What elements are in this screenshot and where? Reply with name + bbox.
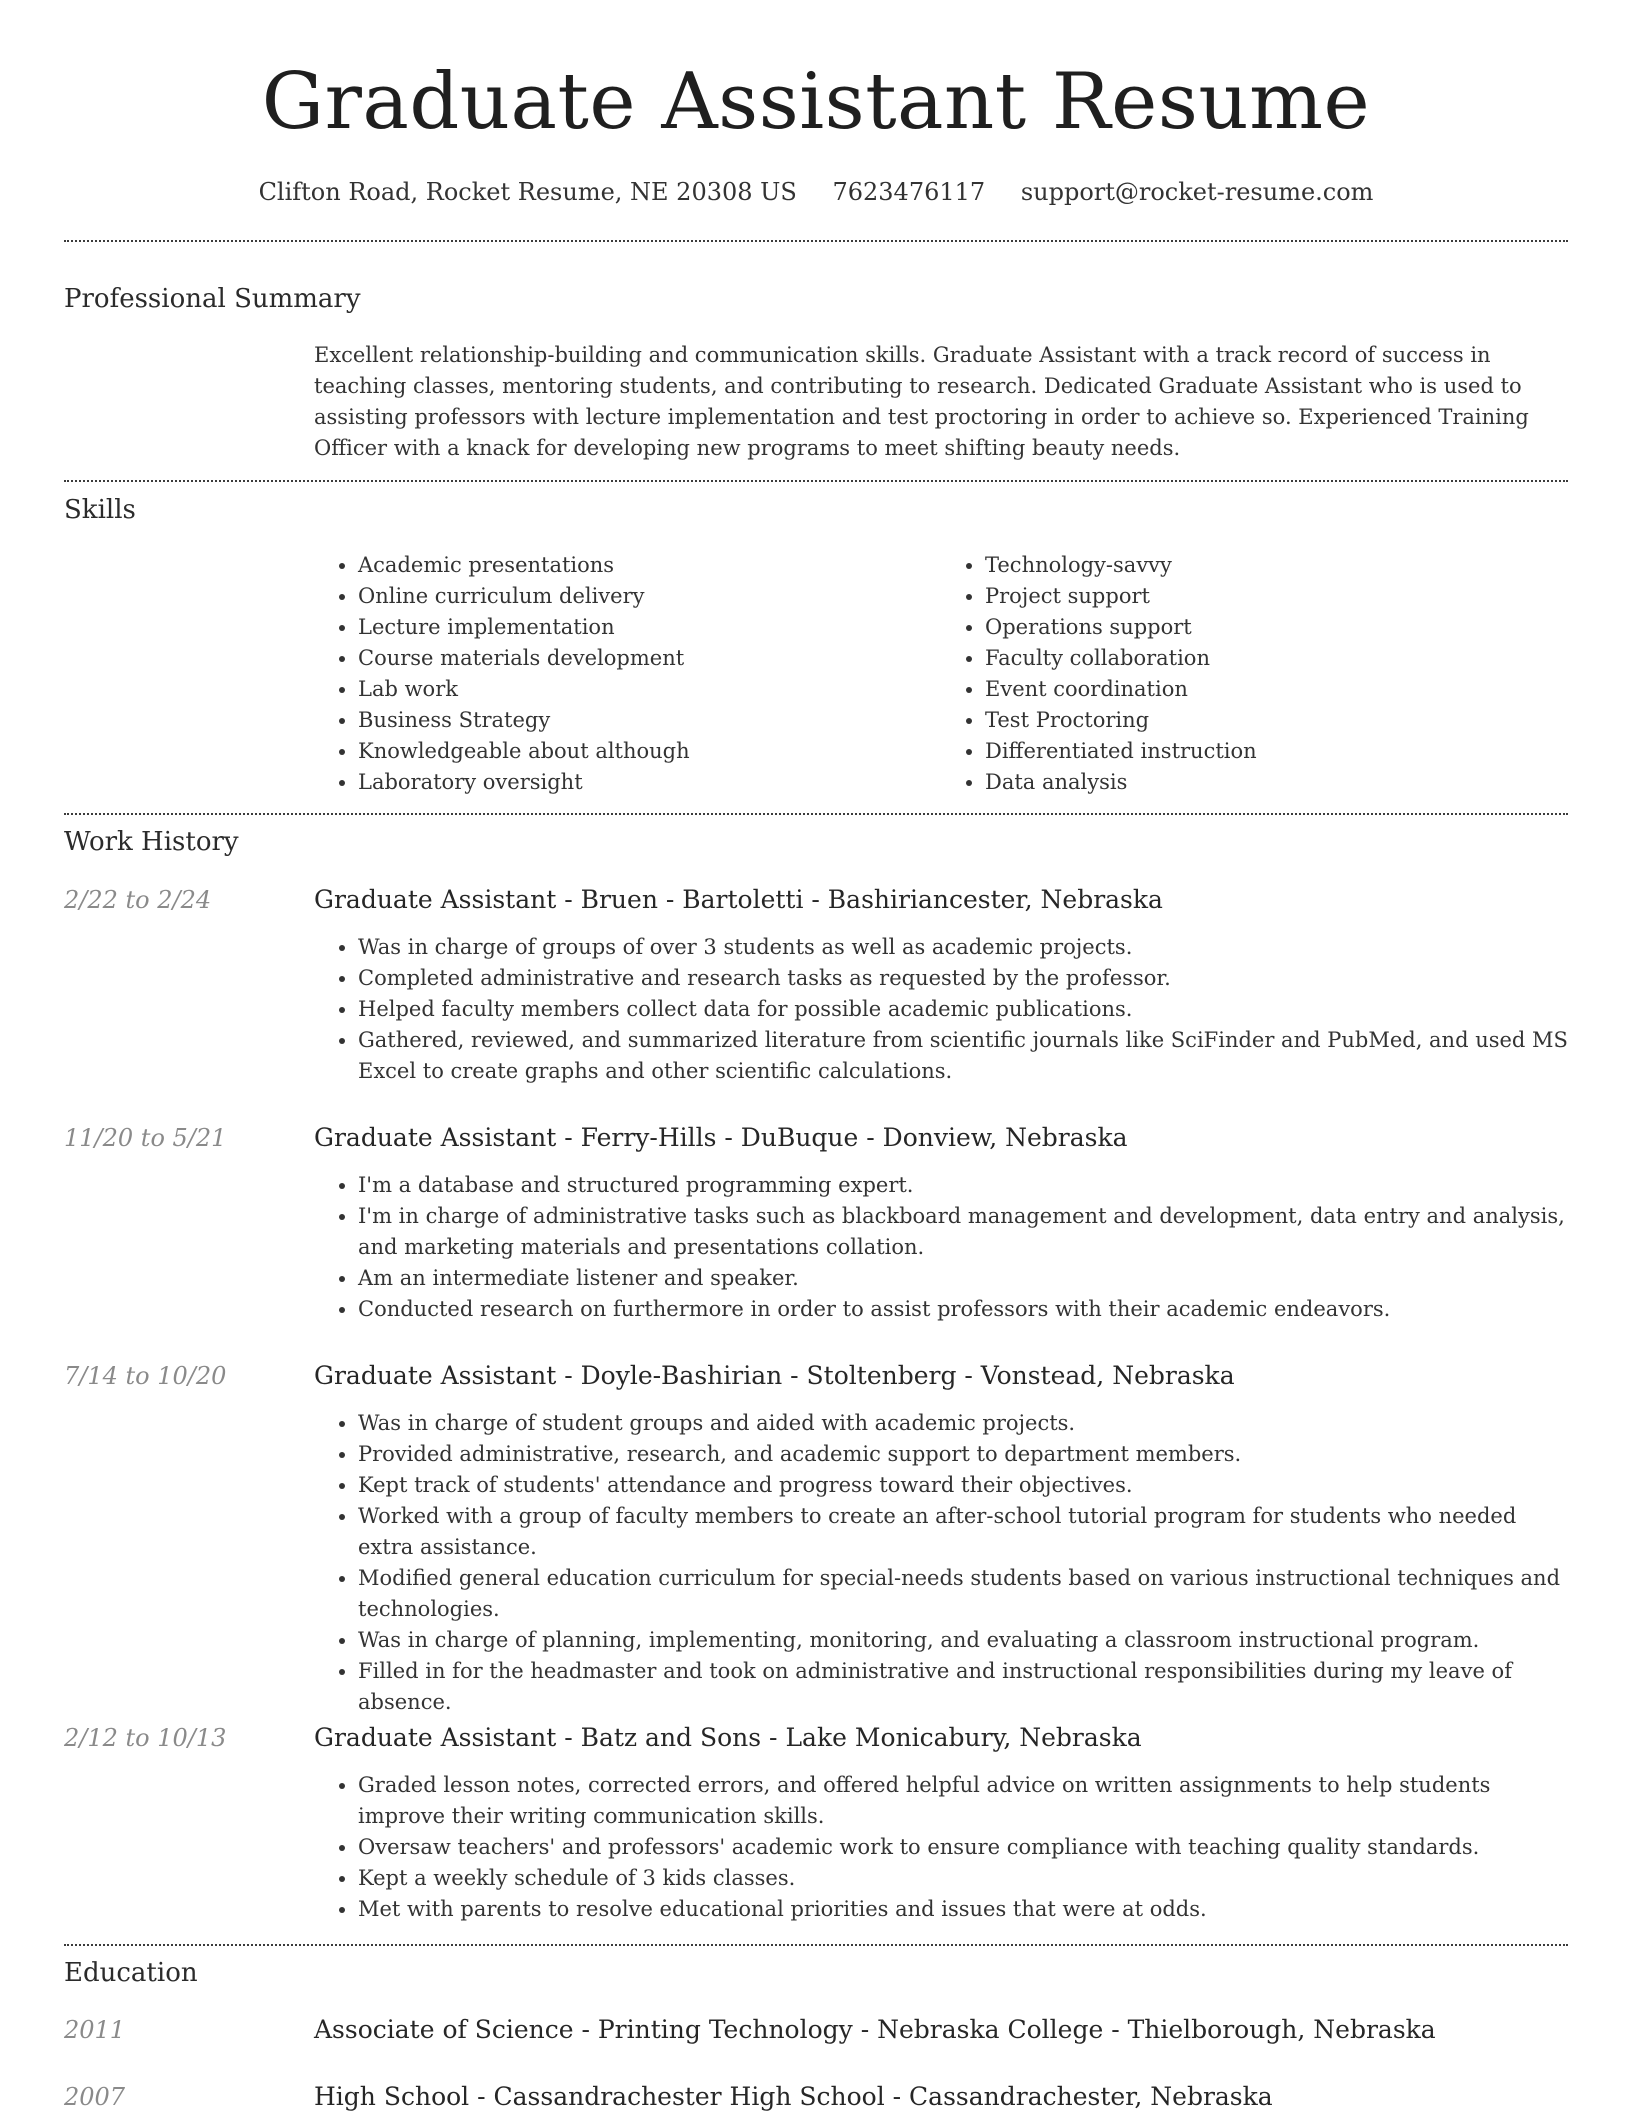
contact-phone: 7623476117 xyxy=(832,178,986,206)
job-date: 2/12 to 10/13 xyxy=(64,1724,227,1752)
summary-heading: Professional Summary xyxy=(64,284,361,314)
job-bullets xyxy=(314,932,1568,1087)
contact-line xyxy=(0,176,1632,208)
skills-list-left xyxy=(314,550,941,798)
skills-section xyxy=(314,550,1568,798)
skills-heading: Skills xyxy=(64,495,136,525)
work-history-heading: Work History xyxy=(64,827,239,857)
section-divider xyxy=(64,1944,1568,1946)
job-bullet: • Kept a weekly schedule of 3 kids classes. xyxy=(358,1863,1568,1894)
job-bullets xyxy=(314,1770,1568,1925)
education-title: Associate of Science - Printing Technology - Nebraska College - Thielborough, Nebraska xyxy=(314,2015,1436,2044)
skill-item: • Lecture implementation xyxy=(358,612,941,643)
job-bullet: • Met with parents to resolve educational priorities and issues that were at odds. xyxy=(358,1894,1568,1925)
section-divider xyxy=(64,813,1568,815)
section-divider xyxy=(64,480,1568,482)
skill-item: • Differentiated instruction xyxy=(985,736,1568,767)
job-title: Graduate Assistant - Bruen - Bartoletti - Bashiriancester, Nebraska xyxy=(314,885,1163,914)
summary-section xyxy=(314,340,1568,464)
section-divider xyxy=(64,240,1568,242)
skill-item: • Operations support xyxy=(985,612,1568,643)
skill-item: • Course materials development xyxy=(358,643,941,674)
skill-item: • Technology-savvy xyxy=(985,550,1568,581)
skill-item: • Laboratory oversight xyxy=(358,767,941,798)
skill-item: • Business Strategy xyxy=(358,705,941,736)
job-title: Graduate Assistant - Batz and Sons - Lake Monicabury, Nebraska xyxy=(314,1723,1142,1752)
skill-item: • Test Proctoring xyxy=(985,705,1568,736)
job-title: Graduate Assistant - Ferry-Hills - DuBuque - Donview, Nebraska xyxy=(314,1123,1128,1152)
summary-text: Excellent relationship-building and communication skills. Graduate Assistant with a track record of success in teaching classes, mentoring students, and contributing to research. Dedicated Graduate Assistant who is used to assisting professors with lecture implementation and test proctoring in order to achieve so. Experienced Training Officer with a knack for developing new programs to meet shifting beauty needs. xyxy=(314,343,1529,460)
education-heading: Education xyxy=(64,1958,198,1988)
education-title: High School - Cassandrachester High School - Cassandrachester, Nebraska xyxy=(314,2082,1273,2111)
job-title: Graduate Assistant - Doyle-Bashirian - Stoltenberg - Vonstead, Nebraska xyxy=(314,1361,1235,1390)
job-bullet: • Modified general education curriculum for special-needs students based on various instructional techniques and technologies. xyxy=(358,1563,1568,1625)
skill-item: • Data analysis xyxy=(985,767,1568,798)
job-bullet: • Oversaw teachers' and professors' academic work to ensure compliance with teaching quality standards. xyxy=(358,1832,1568,1863)
job-bullet: • Am an intermediate listener and speaker. xyxy=(358,1263,1568,1294)
skills-list-right xyxy=(941,550,1568,798)
job-bullet: • Conducted research on furthermore in order to assist professors with their academic endeavors. xyxy=(358,1294,1568,1325)
skill-item: • Project support xyxy=(985,581,1568,612)
job-bullet: • Graded lesson notes, corrected errors, and offered helpful advice on written assignments to help students improve their writing communication skills. xyxy=(358,1770,1568,1832)
job-bullet: • I'm a database and structured programming expert. xyxy=(358,1170,1568,1201)
skill-item: • Academic presentations xyxy=(358,550,941,581)
job-bullet: • Was in charge of groups of over 3 students as well as academic projects. xyxy=(358,932,1568,963)
skill-item: • Knowledgeable about although xyxy=(358,736,941,767)
job-date: 2/22 to 2/24 xyxy=(64,886,212,914)
education-year: 2011 xyxy=(64,2016,126,2044)
contact-email: support@rocket-resume.com xyxy=(1020,178,1374,206)
skill-item: • Lab work xyxy=(358,674,941,705)
job-bullet: • Gathered, reviewed, and summarized literature from scientific journals like SciFinder and PubMed, and used MS Excel to create graphs and other scientific calculations. xyxy=(358,1025,1568,1087)
job-bullet: • Worked with a group of faculty members to create an after-school tutorial program for students who needed extra assistance. xyxy=(358,1501,1568,1563)
job-bullet: • Was in charge of student groups and aided with academic projects. xyxy=(358,1408,1568,1439)
job-bullet: • Was in charge of planning, implementing, monitoring, and evaluating a classroom instructional program. xyxy=(358,1625,1568,1656)
job-bullets xyxy=(314,1408,1568,1718)
contact-address: Clifton Road, Rocket Resume, NE 20308 US xyxy=(258,178,797,206)
education-year: 2007 xyxy=(64,2083,126,2111)
job-bullet: • Completed administrative and research tasks as requested by the professor. xyxy=(358,963,1568,994)
job-bullets xyxy=(314,1170,1568,1325)
job-bullet: • Filled in for the headmaster and took on administrative and instructional responsibilities during my leave of absence. xyxy=(358,1656,1568,1718)
skill-item: • Online curriculum delivery xyxy=(358,581,941,612)
job-bullet: • I'm in charge of administrative tasks such as blackboard management and development, data entry and analysis, and marketing materials and presentations collation. xyxy=(358,1201,1568,1263)
page-title: Graduate Assistant Resume xyxy=(261,57,1371,147)
job-bullet: • Kept track of students' attendance and progress toward their objectives. xyxy=(358,1470,1568,1501)
skill-item: • Event coordination xyxy=(985,674,1568,705)
job-date: 7/14 to 10/20 xyxy=(64,1362,227,1390)
job-bullet: • Helped faculty members collect data for possible academic publications. xyxy=(358,994,1568,1025)
resume-header xyxy=(0,0,1632,208)
job-date: 11/20 to 5/21 xyxy=(64,1124,227,1152)
skill-item: • Faculty collaboration xyxy=(985,643,1568,674)
job-bullet: • Provided administrative, research, and academic support to department members. xyxy=(358,1439,1568,1470)
